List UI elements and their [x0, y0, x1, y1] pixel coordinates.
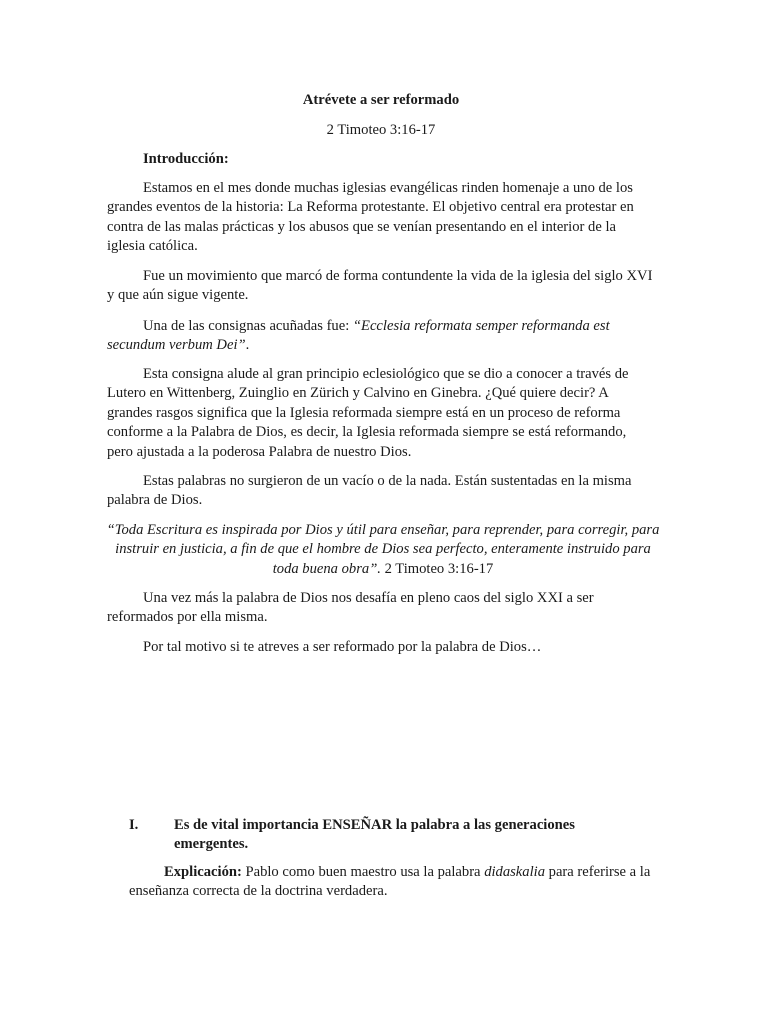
- paragraph-2: Fue un movimiento que marcó de forma contundente la vida de la iglesia del siglo XVI y que aún sigue vigente.: [107, 268, 653, 304]
- paragraph-6: Una vez más la palabra de Dios nos desafía en pleno caos del siglo XXI a ser reformados por ella misma.: [107, 590, 594, 626]
- scripture-quote: [104, 521, 662, 579]
- section-1-title: Es de vital importancia ENSEÑAR la palabra a las generaciones emergentes.: [174, 817, 575, 853]
- scripture-quote-text: “Toda Escritura es inspirada por Dios y útil para enseñar, para reprender, para corregir, para instruir en justicia, a fin de que el hombre de Dios sea perfecto, enteramente instruido para toda buena obra”.: [106, 522, 660, 577]
- intro-heading: Introducción:: [143, 151, 229, 167]
- paragraph-3-lead: Una de las consignas acuñadas fue:: [143, 318, 353, 334]
- paragraph-4: Esta consigna alude al gran principio eclesiológico que se dio a conocer a través de Lutero en Wittenberg, Zuinglio en Zürich y Calvino en Ginebra. ¿Qué quiere decir? A grandes rasgos significa que la Iglesia reformada siempre está en un proceso de reforma conforme a la Palabra de Dios, es decir, la Iglesia reformada siempre se está reformando, pero ajustada a la poderosa Palabra de nuestro Dios.: [107, 366, 629, 460]
- paragraph-3: [107, 317, 655, 356]
- paragraph-7: Por tal motivo si te atreves a ser reformado por la palabra de Dios…: [143, 639, 542, 655]
- scripture-reference: 2 Timoteo 3:16-17: [326, 122, 436, 138]
- explanation-term: didaskalia: [484, 864, 545, 880]
- section-1-number: I.: [129, 817, 139, 833]
- section-1-explanation: [129, 863, 659, 902]
- paragraph-5: Estas palabras no surgieron de un vacío o de la nada. Están sustentadas en la misma palabra de Dios.: [107, 473, 632, 509]
- document-title: Atrévete a ser reformado: [302, 92, 460, 108]
- explanation-label: Explicación:: [164, 864, 242, 880]
- paragraph-1: Estamos en el mes donde muchas iglesias evangélicas rinden homenaje a uno de los grandes eventos de la historia: La Reforma protestante. El objetivo central era protestar en contra de las malas prácticas y los abusos que se venían presentando en el interior de la iglesia católica.: [107, 180, 634, 255]
- explanation-end: para referirse a la enseñanza correcta de la doctrina verdadera.: [129, 864, 651, 900]
- explanation-lead: Pablo como buen maestro usa la palabra: [241, 864, 485, 880]
- paragraph-3-end: .: [245, 337, 250, 354]
- scripture-quote-reference: 2 Timoteo 3:16-17: [380, 560, 494, 577]
- latin-motto: “Ecclesia reformata semper reformanda est secundum verbum Dei”: [107, 318, 610, 354]
